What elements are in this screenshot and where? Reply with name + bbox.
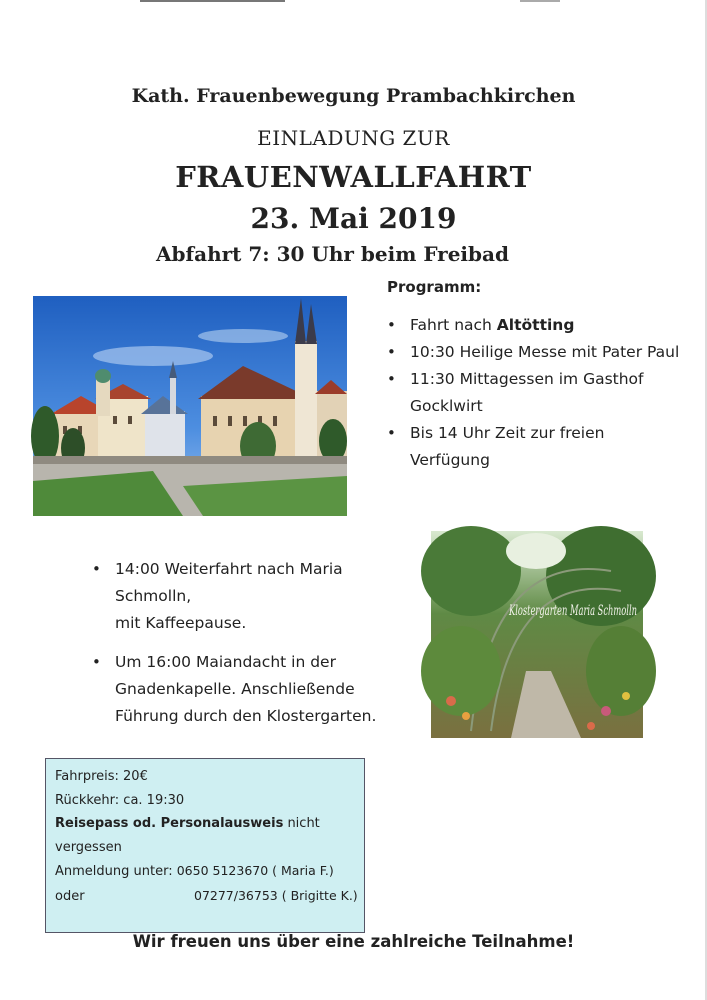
list-item bbox=[385, 366, 685, 420]
info-box bbox=[45, 758, 365, 933]
afternoon-item-line: • 14:00 Weiterfahrt nach Maria bbox=[115, 560, 343, 578]
return-line: Rückkehr: ca. 19:30 bbox=[55, 792, 185, 808]
list-item bbox=[385, 420, 685, 474]
program-item-text: 10:30 Heilige Messe mit Pater Paul bbox=[410, 343, 680, 361]
scan-edge-line bbox=[520, 0, 560, 2]
program-item-text: 11:30 Mittagessen im Gasthof Gocklwirt bbox=[410, 370, 644, 415]
afternoon-list bbox=[90, 556, 410, 742]
list-item bbox=[90, 556, 410, 637]
afternoon-item-line: mit Kaffeepause. bbox=[115, 614, 247, 632]
contact-1: 0650 5123670 ( Maria F.) bbox=[176, 863, 334, 878]
altoetting-photo bbox=[33, 296, 347, 516]
passport-line-2: vergessen bbox=[55, 839, 122, 855]
organization-name: Kath. Frauenbewegung Prambachkirchen bbox=[131, 85, 576, 107]
photo-caption: Klostergarten Maria Schmolln bbox=[508, 603, 637, 619]
program-list bbox=[385, 312, 685, 474]
closing-message: Wir freuen uns über eine zahlreiche Teilnahme! bbox=[132, 932, 575, 951]
registration-line bbox=[55, 859, 364, 884]
event-date: 23. Mai 2019 bbox=[250, 202, 457, 235]
program-item-text: Bis 14 Uhr Zeit zur freien Verfügung bbox=[410, 424, 605, 469]
registration-label: Anmeldung unter: bbox=[55, 864, 173, 879]
afternoon-item-line: Schmolln, bbox=[115, 587, 192, 605]
list-item bbox=[385, 312, 685, 339]
contact-2: 07277/36753 ( Brigitte K.) bbox=[194, 887, 358, 903]
alt-contact-line bbox=[55, 884, 364, 909]
passport-line bbox=[55, 812, 364, 836]
klostergarten-photo bbox=[431, 531, 643, 738]
passport-bold-text: Reisepass od. Personalausweis bbox=[55, 816, 284, 831]
afternoon-item-line: Gnadenkapelle. Anschließende bbox=[115, 680, 355, 698]
scan-edge-line bbox=[140, 0, 285, 2]
passport-rest-text: nicht bbox=[283, 816, 320, 831]
fare-line: Fahrpreis: 20€ bbox=[55, 769, 148, 784]
invitation-line: EINLADUNG ZUR bbox=[257, 126, 450, 150]
program-item-text: Fahrt nach bbox=[410, 316, 497, 334]
afternoon-item-line: • Um 16:00 Maiandacht in der bbox=[115, 653, 336, 671]
afternoon-item-line: Führung durch den Klostergarten. bbox=[115, 707, 377, 725]
or-label: oder bbox=[55, 888, 85, 904]
program-heading: Programm: bbox=[387, 278, 482, 296]
departure-info: Abfahrt 7: 30 Uhr beim Freibad bbox=[156, 242, 509, 266]
program-item-destination: Altötting bbox=[496, 316, 575, 334]
list-item bbox=[90, 649, 410, 730]
event-title: FRAUENWALLFAHRT bbox=[175, 160, 532, 194]
list-item bbox=[385, 339, 685, 366]
